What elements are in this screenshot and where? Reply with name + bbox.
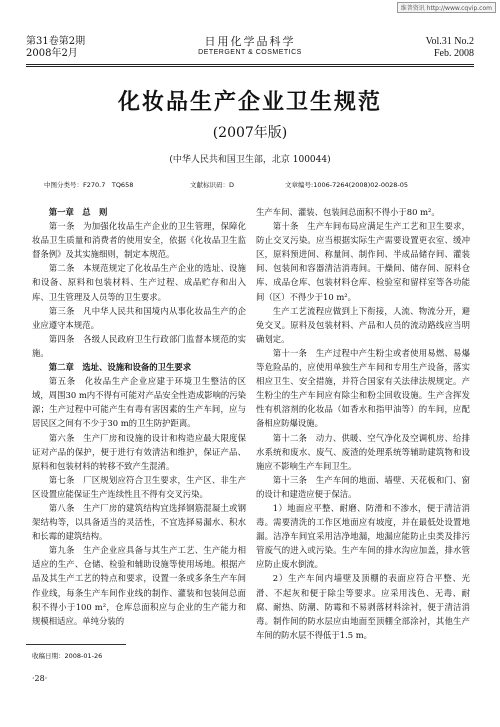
issuing-authority: (中华人民共和国卫生部，北京 100044) (169, 155, 331, 165)
header-rule (26, 64, 474, 65)
header-rule-thin (26, 66, 474, 67)
paragraph: 第五条 化妆品生产企业应建于环境卫生整洁的区域，周围30 m内不得有可能对产品安全性造成影响的污染源；生产过程中可能产生有毒有害因素的生产车间，应与居民区之间有不少于30 m的卫生防护距离。 (32, 376, 246, 429)
journal-title: 日用化学品科学 (204, 35, 296, 48)
paragraph: 第一条 为加强化妆品生产企业的卫生管理，保障化妆品卫生质量和消费者的使用安全，依据《化妆品卫生监督条例》及其实施细则，制定本规范。 (32, 221, 246, 260)
paragraph: 生产车间、灌装、包装间总面积不得小于80 m²。 (256, 207, 440, 217)
paragraph: 第三条 凡中华人民共和国境内从事化妆品生产的企业应遵守本规范。 (32, 305, 246, 330)
article-number: 文章编号:1006-7264(2008)02-0028-05 (285, 181, 409, 189)
footnote-rule (26, 644, 126, 645)
paragraph: 第六条 生产厂房和设施的设计和构造应最大限度保证对产品的保护，便于进行有效清洁和维护，保证产品、原料和包装材料的转移不致产生混淆。 (32, 432, 246, 471)
article-title: 化妆品生产企业卫生规范 (117, 90, 382, 115)
issue-date: 2008年2月 (26, 48, 78, 59)
received-date: 收稿日期：2008-01-26 (32, 652, 103, 660)
journal-title-en: DETERGENT & COSMETICS (198, 49, 302, 56)
article-subtitle: (2007年版) (212, 125, 288, 141)
paragraph: 第七条 厂区规划应符合卫生要求，生产区、非生产区设置应能保证生产连续性且不得有交叉污染。 (32, 474, 246, 499)
paragraph: 第十一条 生产过程中产生粉尘或者使用易燃、易爆等危险品的，应使用单独生产车间和专用生产设备，落实相应卫生、安全措施，并符合国家有关法律法规规定。产生粉尘的生产车间应有除尘和粉尘回收设施。生产含挥发性有机溶剂的化妆品（如香水和指甲油等）的车间，应配备相应防爆设施。 (256, 347, 470, 429)
archive-stamp: 维普资讯 http://www.cqvip.com (397, 2, 496, 13)
header-right (426, 36, 474, 60)
volume-issue: 第31卷第2期 (26, 36, 86, 47)
volume-issue-en: Vol.31 No.2 (425, 36, 474, 47)
paragraph: 第九条 生产企业应具备与其生产工艺、生产能力相适应的生产、仓储、检验和辅助设施等使用场地。根据产品及其生产工艺的特点和要求，设置一条或多条生产车间作业线，每条生产车间作业线的制作、灌装和包装间总面积不得小于100 m²，仓库总面积应与企业的生产能力和规模相适应。单纯分装的 (32, 545, 246, 626)
paragraph: 第十二条 动力、供暖、空气净化及空调机房、给排水系统和废水、废气、废渣的处理系统等辅助建筑物和设施应不影响生产车间卫生。 (256, 432, 470, 471)
paragraph: 2）生产车间内墙壁及顶棚的表面应符合平整、光滑、不起灰和便于除尘等要求。应采用浅色、无毒、耐腐、耐热、防潮、防霉和不易剥落材料涂衬，便于清洁消毒。制作间的防水层应由地面至顶棚全部涂衬，其他生产车间的防水层不得低于1.5 m。 (256, 573, 470, 640)
paragraph: 第十三条 生产车间的地面、墙壁、天花板和门、窗的设计和建造应便于保洁。 (256, 474, 470, 499)
paragraph: 第十条 生产车间布局应满足生产工艺和卫生要求，防止交叉污染。应当根据实际生产需要设置更衣室、缓冲区，原料预进间、称量间、制作间、半成品储存间、灌装间、包装间和容器清洁消毒间。干燥间、储存间、原料仓库、成品仓库、包装材料仓库、检验室和留样室等各功能间（区）不得少于10 m²。 (256, 221, 470, 302)
issue-date-en: Feb. 2008 (434, 48, 474, 59)
chapter-heading: 第一章 总 则 (48, 207, 108, 217)
chapter-heading: 第二章 选址、设施和设备的卫生要求 (48, 362, 192, 373)
paragraph: 第四条 各级人民政府卫生行政部门监督本规范的实施。 (32, 333, 246, 358)
body-column-left (32, 205, 246, 628)
body-column-right (256, 205, 470, 642)
paragraph: 1）地面应平整、耐磨、防滑和不渗水，便于清洁消毒。需要清洗的工作区地面应有坡度，并在最低处设置地漏。洁净车间宜采用洁净地漏，地漏应能防止虫类及排污管废气的进入或污染。生产车间的排水沟应加盖，排水管应防止废水倒流。 (256, 502, 470, 570)
page-number: ·28· (32, 674, 48, 683)
paragraph: 第八条 生产厂房的建筑结构宜选择钢筋混凝土或钢架结构等，以具备适当的灵活性，不宜选择易漏水、积水和长霉的建筑结构。 (32, 502, 246, 542)
classification-number: 中图分类号：F270.7 TQ658 (44, 181, 134, 189)
paragraph: 第二条 本规范规定了化妆品生产企业的选址、设施和设备、原料和包装材料、生产过程、成品贮存和出入库、卫生管理及人员等的卫生要求。 (32, 263, 246, 302)
document-code: 文献标识码：D (190, 181, 235, 189)
paragraph: 生产工艺流程应做到上下衔接，人流、物流分开，避免交叉。原料及包装材料、产品和人员的流动路线应当明确划定。 (256, 305, 470, 344)
